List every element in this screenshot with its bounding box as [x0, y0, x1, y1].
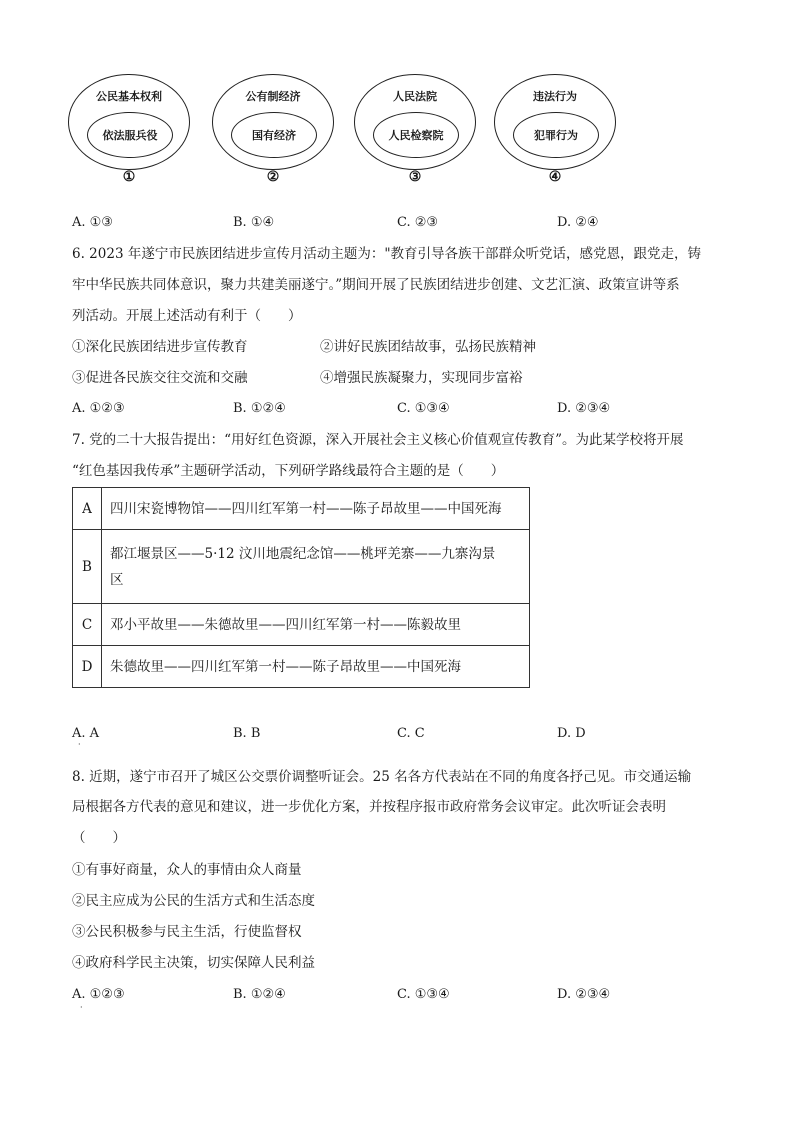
- q8-statement-2: ②民主应成为公民的生活方式和生活态度: [72, 893, 315, 909]
- row-key: B: [73, 530, 102, 604]
- q6-option-c[interactable]: C. ①③④: [397, 401, 450, 416]
- q7-option-a[interactable]: A. A: [72, 726, 100, 741]
- outer-label: 公民基本权利: [96, 90, 162, 103]
- q7-stem-line-2: “红色基因我传承”主题研学活动，下列研学路线最符合主题的是（ ）: [72, 463, 505, 479]
- route-text: 朱德故里——四川红军第一村——陈子昂故里——中国死海: [110, 658, 461, 675]
- q8-option-d[interactable]: D. ②③④: [557, 987, 611, 1002]
- venn-diagram-row: [68, 72, 668, 192]
- q6-option-a[interactable]: A. ①②③: [72, 401, 125, 416]
- diagram-number: ①: [122, 169, 136, 185]
- route-text-continued: 区: [110, 571, 124, 588]
- q8-stem-line-3: （ ）: [72, 830, 126, 846]
- q7-stem-line-1: 7. 党的二十大报告提出：“用好红色资源，深入开展社会主义核心价值观宣传教育”。为此某学校将开展: [72, 432, 684, 448]
- q6-stem-line-3: 列活动。开展上述活动有利于（ ）: [72, 308, 302, 324]
- route-text: 都江堰景区——5·12 汶川地震纪念馆——桃坪羌寨——九寨沟景: [110, 545, 496, 562]
- table-row: [73, 530, 530, 604]
- venn-diagram-1: [68, 72, 192, 192]
- venn-diagram-4: [494, 72, 618, 192]
- outer-label: 公有制经济: [245, 90, 301, 103]
- diagram-number: ④: [548, 169, 562, 185]
- q8-statement-1: ①有事好商量，众人的事情由众人商量: [72, 862, 302, 878]
- inner-ellipse: 人民检察院: [373, 112, 459, 158]
- route-text: 邓小平故里——朱德故里——四川红军第一村——陈毅故里: [110, 616, 461, 633]
- q6-statement-4: ④增强民族凝聚力，实现同步富裕: [320, 370, 523, 386]
- table-row: [73, 646, 530, 688]
- q5-option-d[interactable]: D. ②④: [557, 215, 599, 230]
- q6-statement-1: ①深化民族团结进步宣传教育: [72, 339, 248, 355]
- diagram-number: ②: [266, 169, 280, 185]
- row-route: [102, 488, 530, 530]
- q6-stem-line-2: 牢中华民族共同体意识，聚力共建美丽遂宁。”期间开展了民族团结进步创建、文艺汇演、政策宣讲等系: [72, 277, 680, 293]
- q6-stem-line-1: 6. 2023 年遂宁市民族团结进步宣传月活动主题为："教育引导各族干部群众听党话，感党恩，跟党走，铸: [72, 246, 702, 262]
- q7-option-b[interactable]: B. B: [233, 726, 261, 741]
- q6-statement-3: ③促进各民族交往交流和交融: [72, 370, 248, 386]
- row-key: D: [73, 646, 102, 688]
- q8-option-a[interactable]: A. ①②③: [72, 987, 125, 1002]
- q7-option-c[interactable]: C. C: [397, 726, 425, 741]
- table-row: [73, 488, 530, 530]
- q5-option-a[interactable]: A. ①③: [72, 215, 113, 230]
- venn-diagram-3: [354, 72, 478, 192]
- q6-option-d[interactable]: D. ②③④: [557, 401, 611, 416]
- q8-stem-line-1: 8. 近期，遂宁市召开了城区公交票价调整听证会。25 名各方代表站在不同的角度各抒己见。市交通运输: [72, 769, 692, 785]
- q8-option-c[interactable]: C. ①③④: [397, 987, 450, 1002]
- table-row: [73, 604, 530, 646]
- inner-ellipse: 国有经济: [231, 112, 317, 158]
- q8-option-b[interactable]: B. ①②④: [233, 987, 286, 1002]
- row-key: C: [73, 604, 102, 646]
- outer-label: 违法行为: [533, 90, 577, 103]
- q6-option-b[interactable]: B. ①②④: [233, 401, 286, 416]
- route-table: [72, 487, 530, 688]
- q5-option-c[interactable]: C. ②③: [397, 215, 439, 230]
- route-text: 四川宋瓷博物馆——四川红军第一村——陈子昂故里——中国死海: [110, 500, 502, 517]
- q8-statement-3: ③公民积极参与民主生活，行使监督权: [72, 924, 302, 940]
- artifact-dot: ·: [80, 1003, 83, 1012]
- outer-label: 人民法院: [393, 90, 437, 103]
- row-route: [102, 604, 530, 646]
- row-route: [102, 646, 530, 688]
- q5-option-b[interactable]: B. ①④: [233, 215, 275, 230]
- diagram-number: ③: [408, 169, 422, 185]
- artifact-dot: ·: [78, 740, 81, 749]
- q7-option-d[interactable]: D. D: [557, 726, 586, 741]
- q8-statement-4: ④政府科学民主决策，切实保障人民利益: [72, 955, 315, 971]
- q8-stem-line-2: 局根据各方代表的意见和建议，进一步优化方案，并按程序报市政府常务会议审定。此次听证会表明: [72, 799, 666, 815]
- venn-diagram-2: [212, 72, 336, 192]
- inner-ellipse: 依法服兵役: [87, 112, 173, 158]
- row-key: A: [73, 488, 102, 530]
- row-route: [102, 530, 530, 604]
- q6-statement-2: ②讲好民族团结故事，弘扬民族精神: [320, 339, 536, 355]
- inner-ellipse: 犯罪行为: [513, 112, 599, 158]
